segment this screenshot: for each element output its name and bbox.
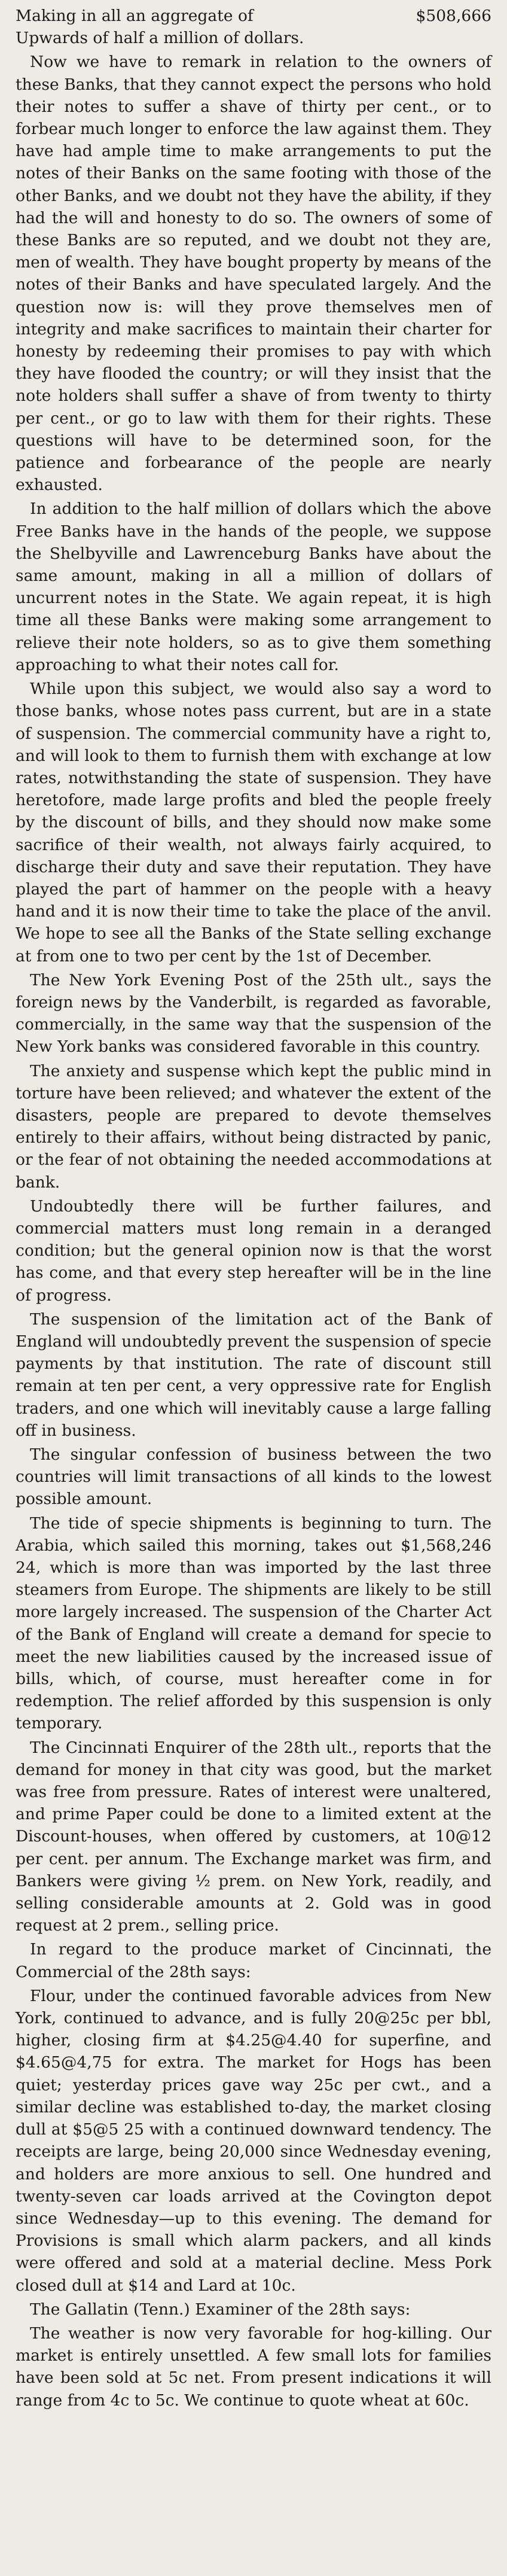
paragraph: The anxiety and suspense which kept the public mind in torture have been relieved; and whatever the extent of the disasters, people are prepared to devote themselves entirely to their affairs, without being distracted by panic, or the fear of not obtaining the needed accommodations at bank. — [16, 1061, 491, 1192]
paragraph: In regard to the produce market of Cincinnati, the Commercial of the 28th says: — [16, 1940, 491, 1981]
paragraph: Flour, under the continued favorable advices from New York, continued to advance, and is fully 20@25c per bbl, higher, closing firm at $4.25@4.40 for superfine, and $4.65@4,75 for extra. The market for Hogs has been quiet; yesterday prices gave way 25c per cwt., and a similar decline was established to-day, the market closing dull at $5@5 25 with a continued downward tendency. The receipts are large, being 20,000 since Wednesday evening, and holders are more anxious to sell. One hundred and twenty-seven car loads arrived at the Covington depot since Wednesday—up to this evening. The demand for Provisions is small which alarm packers, and all kinds were offered and sold at a material decline. Mess Pork closed dull at $14 and Lard at 10c. — [16, 1986, 491, 2295]
paragraph: The Cincinnati Enquirer of the 28th ult., reports that the demand for money in that city was good, but the market was free from pressure. Rates of interest were unaltered, and prime Paper could be done to a limited extent at the Discount-houses, when offered by customers, at 10@12 per cent. per annum. The Exchange market was firm, and Bankers were giving ½ prem. on New York, readily, and selling considerable amounts at 2. Gold was in good request at 2 prem., selling price. — [16, 1738, 491, 1935]
newspaper-column — [16, 5, 491, 2413]
aggregate-amount: $508,666 — [416, 7, 491, 25]
paragraph: The weather is now very favorable for hog-killing. Our market is entirely unsettled. A few small lots for families have been sold at 5c net. From present indications it will range from 4c to 5c. We continue to quote wheat at 60c. — [16, 2324, 491, 2410]
paragraph: Undoubtedly there will be further failures, and commercial matters must long remain in a deranged condition; but the general opinion now is that the worst has come, and that every step hereafter will be in the line of progress. — [16, 1196, 491, 1305]
aggregate-line — [16, 5, 491, 27]
paragraph: The New York Evening Post of the 25th ult., says the foreign news by the Vanderbilt, is regarded as favorable, commercially, in the same way that the suspension of the New York banks was considered favorable in this country. — [16, 970, 491, 1056]
aggregate-label: Making in all an aggregate of — [16, 7, 253, 25]
paragraph: The suspension of the limitation act of the Bank of England will undoubtedly prevent the suspension of specie payments by that institution. The rate of discount still remain at ten per cent, a very oppressive rate for English traders, and one which will inevitably cause a large falling off in business. — [16, 1310, 491, 1440]
paragraph: The Gallatin (Tenn.) Examiner of the 28th says: — [30, 2300, 411, 2319]
paragraph: While upon this subject, we would also say a word to those banks, whose notes pass current, but are in a state of suspension. The commercial community have a right to, and will look to them to furnish them with exchange at low rates, notwithstanding the state of suspension. They have heretofore, made large profits and bled the people freely by the discount of bills, and they should now make some sacrifice of their wealth, not always fairly acquired, to discharge their duty and save their reputation. They have played the part of hammer on the people with a heavy hand and it is now their time to take the place of the anvil. We hope to see all the Banks of the State selling exchange at from one to two per cent by the 1st of December. — [16, 680, 491, 966]
paragraph: Upwards of half a million of dollars. — [16, 29, 304, 48]
article-body — [16, 27, 491, 2411]
paragraph: The singular confession of business between the two countries will limit transactions of all kinds to the lowest possible amount. — [16, 1445, 491, 1509]
paragraph: Now we have to remark in relation to the owners of these Banks, that they cannot expect the persons who hold their notes to suffer a shave of thirty per cent., or to forbear much longer to enforce the law against them. They have had ample time to make arrangements to put the notes of their Banks on the same footing with those of the other Banks, and we doubt not they have the ability, if they had the will and honesty to do so. The owners of some of these Banks are so reputed, and we doubt not they are, men of wealth. They have bought property by means of the notes of their Banks and have speculated largely. And the question now is: will they prove themselves men of integrity and make sacrifices to maintain their charter for honesty by redeeming their promises to pay with which they have flooded the country; or will they insist that the note holders shall suffer a shave of from twenty to thirty per cent., or go to law with them for their rights. These questions will have to be determined soon, for the patience and forbearance of the people are nearly exhausted. — [16, 53, 491, 495]
paragraph: In addition to the half million of dollars which the above Free Banks have in the hands of the people, we suppose the Shelbyville and Lawrenceburg Banks have about the same amount, making in all a million of dollars of uncurrent notes in the State. We again repeat, it is high time all these Banks were making some arrangement to relieve their note holders, so as to give them something approaching to what their notes call for. — [16, 500, 491, 674]
paragraph: The tide of specie shipments is beginning to turn. The Arabia, which sailed this morning, takes out $1,568,246 24, which is more than was imported by the last three steamers from Europe. The shipments are likely to be still more largely increased. The suspension of the Charter Act of the Bank of England will create a demand for specie to meet the new liabilities caused by the increased issue of bills, which, of course, must hereafter come in for redemption. The relief afforded by this suspension is only temporary. — [16, 1514, 491, 1733]
